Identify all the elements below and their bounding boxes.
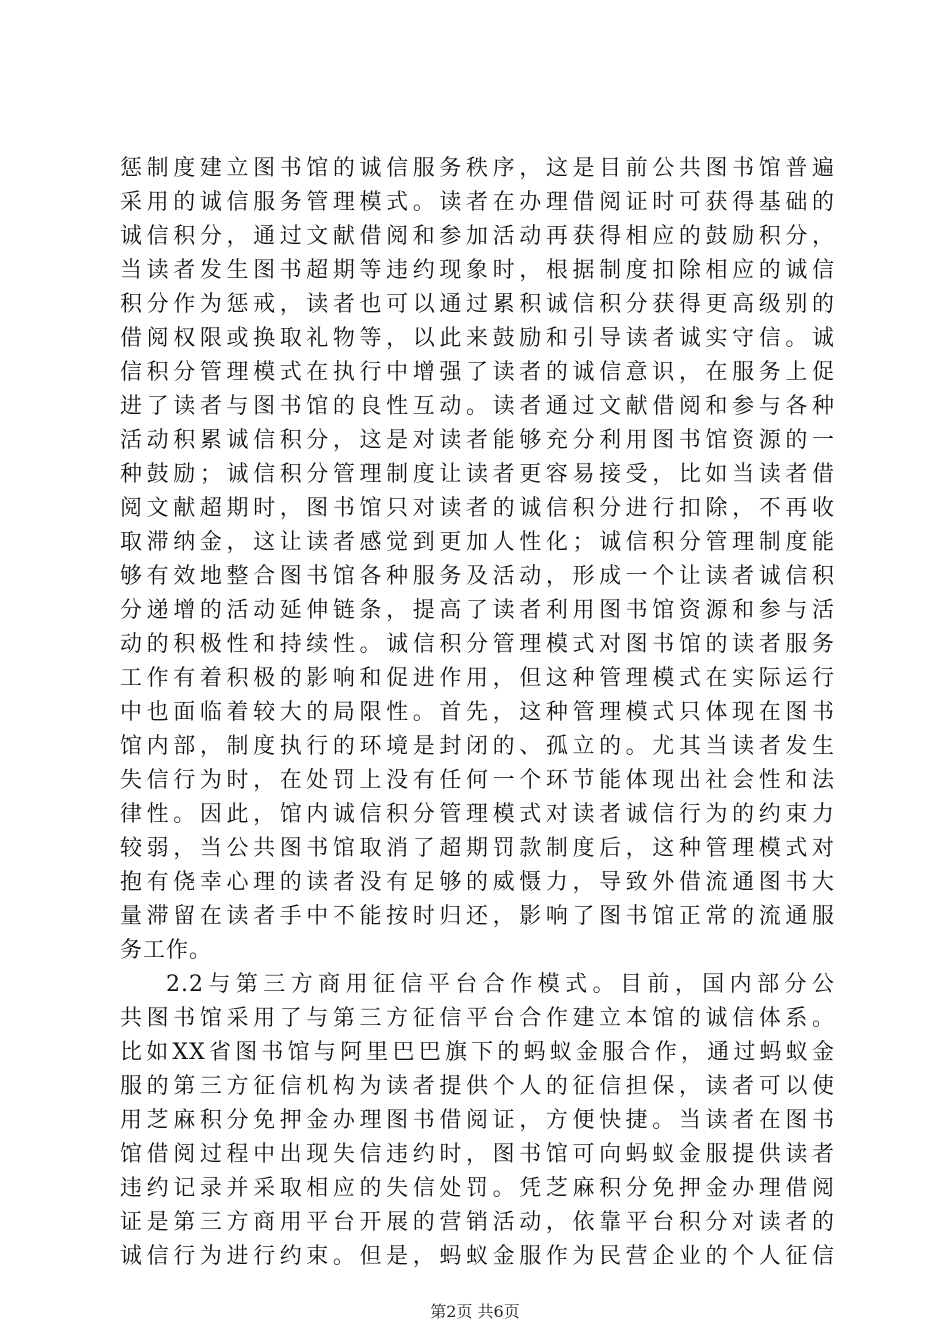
- paragraph-end-line: 务工作。: [120, 938, 213, 963]
- text-line: 馆借阅过程中出现失信违约时，图书馆可向蚂蚁金服提供读者: [120, 1142, 835, 1167]
- text-line: 分递增的活动延伸链条，提高了读者利用图书馆资源和参与活: [120, 598, 835, 623]
- text-line: 积分作为惩戒，读者也可以通过累积诚信积分获得更高级别的: [120, 292, 835, 317]
- text-line: 馆内部，制度执行的环境是封闭的、孤立的。尤其当读者发生: [120, 734, 835, 759]
- page-footer: 第2页 共6页: [430, 1302, 520, 1321]
- text-line: 抱有侥幸心理的读者没有足够的威慑力，导致外借流通图书大: [120, 870, 835, 895]
- text-line: 中也面临着较大的局限性。首先，这种管理模式只体现在图书: [120, 700, 835, 725]
- text-line: 诚信行为进行约束。但是，蚂蚁金服作为民营企业的个人征信: [120, 1244, 835, 1269]
- text-line: 采用的诚信服务管理模式。读者在办理借阅证时可获得基础的: [120, 190, 835, 215]
- body-text: [120, 152, 835, 1274]
- text-line: 失信行为时，在处罚上没有任何一个环节能体现出社会性和法: [120, 768, 835, 793]
- text-line: 动的积极性和持续性。诚信积分管理模式对图书馆的读者服务: [120, 632, 835, 657]
- text-line: 工作有着积极的影响和促进作用，但这种管理模式在实际运行: [120, 666, 835, 691]
- text-line: 够有效地整合图书馆各种服务及活动，形成一个让读者诚信积: [120, 564, 835, 589]
- text-line: 阅文献超期时，图书馆只对读者的诚信积分进行扣除，不再收: [120, 496, 835, 521]
- text-line: 种鼓励；诚信积分管理制度让读者更容易接受，比如当读者借: [120, 462, 835, 487]
- text-line: 共图书馆采用了与第三方征信平台合作建立本馆的诚信体系。: [120, 1006, 835, 1031]
- text-line: 借阅权限或换取礼物等，以此来鼓励和引导读者诚实守信。诚: [120, 326, 835, 351]
- text-line: 进了读者与图书馆的良性互动。读者通过文献借阅和参与各种: [120, 394, 835, 419]
- text-line: 取滞纳金，这让读者感觉到更加人性化；诚信积分管理制度能: [120, 530, 835, 555]
- text-line: 比如XX省图书馆与阿里巴巴旗下的蚂蚁金服合作，通过蚂蚁金: [120, 1040, 835, 1065]
- text-line: 信积分管理模式在执行中增强了读者的诚信意识，在服务上促: [120, 360, 835, 385]
- text-line: 惩制度建立图书馆的诚信服务秩序，这是目前公共图书馆普遍: [120, 156, 835, 181]
- text-line: 诚信积分，通过文献借阅和参加活动再获得相应的鼓励积分，: [120, 224, 835, 249]
- text-line: 较弱，当公共图书馆取消了超期罚款制度后，这种管理模式对: [120, 836, 835, 861]
- section-heading-line: 2.2与第三方商用征信平台合作模式。目前，国内部分公: [166, 972, 835, 997]
- text-line: 服的第三方征信机构为读者提供个人的征信担保，读者可以使: [120, 1074, 835, 1099]
- text-line: 活动积累诚信积分，这是对读者能够充分利用图书馆资源的一: [120, 428, 835, 453]
- text-line: 量滞留在读者手中不能按时归还，影响了图书馆正常的流通服: [120, 904, 835, 929]
- text-line: 当读者发生图书超期等违约现象时，根据制度扣除相应的诚信: [120, 258, 835, 283]
- text-line: 违约记录并采取相应的失信处罚。凭芝麻积分免押金办理借阅: [120, 1176, 835, 1201]
- text-line: 证是第三方商用平台开展的营销活动，依靠平台积分对读者的: [120, 1210, 835, 1235]
- text-line: 律性。因此，馆内诚信积分管理模式对读者诚信行为的约束力: [120, 802, 835, 827]
- text-line: 用芝麻积分免押金办理图书借阅证，方便快捷。当读者在图书: [120, 1108, 835, 1133]
